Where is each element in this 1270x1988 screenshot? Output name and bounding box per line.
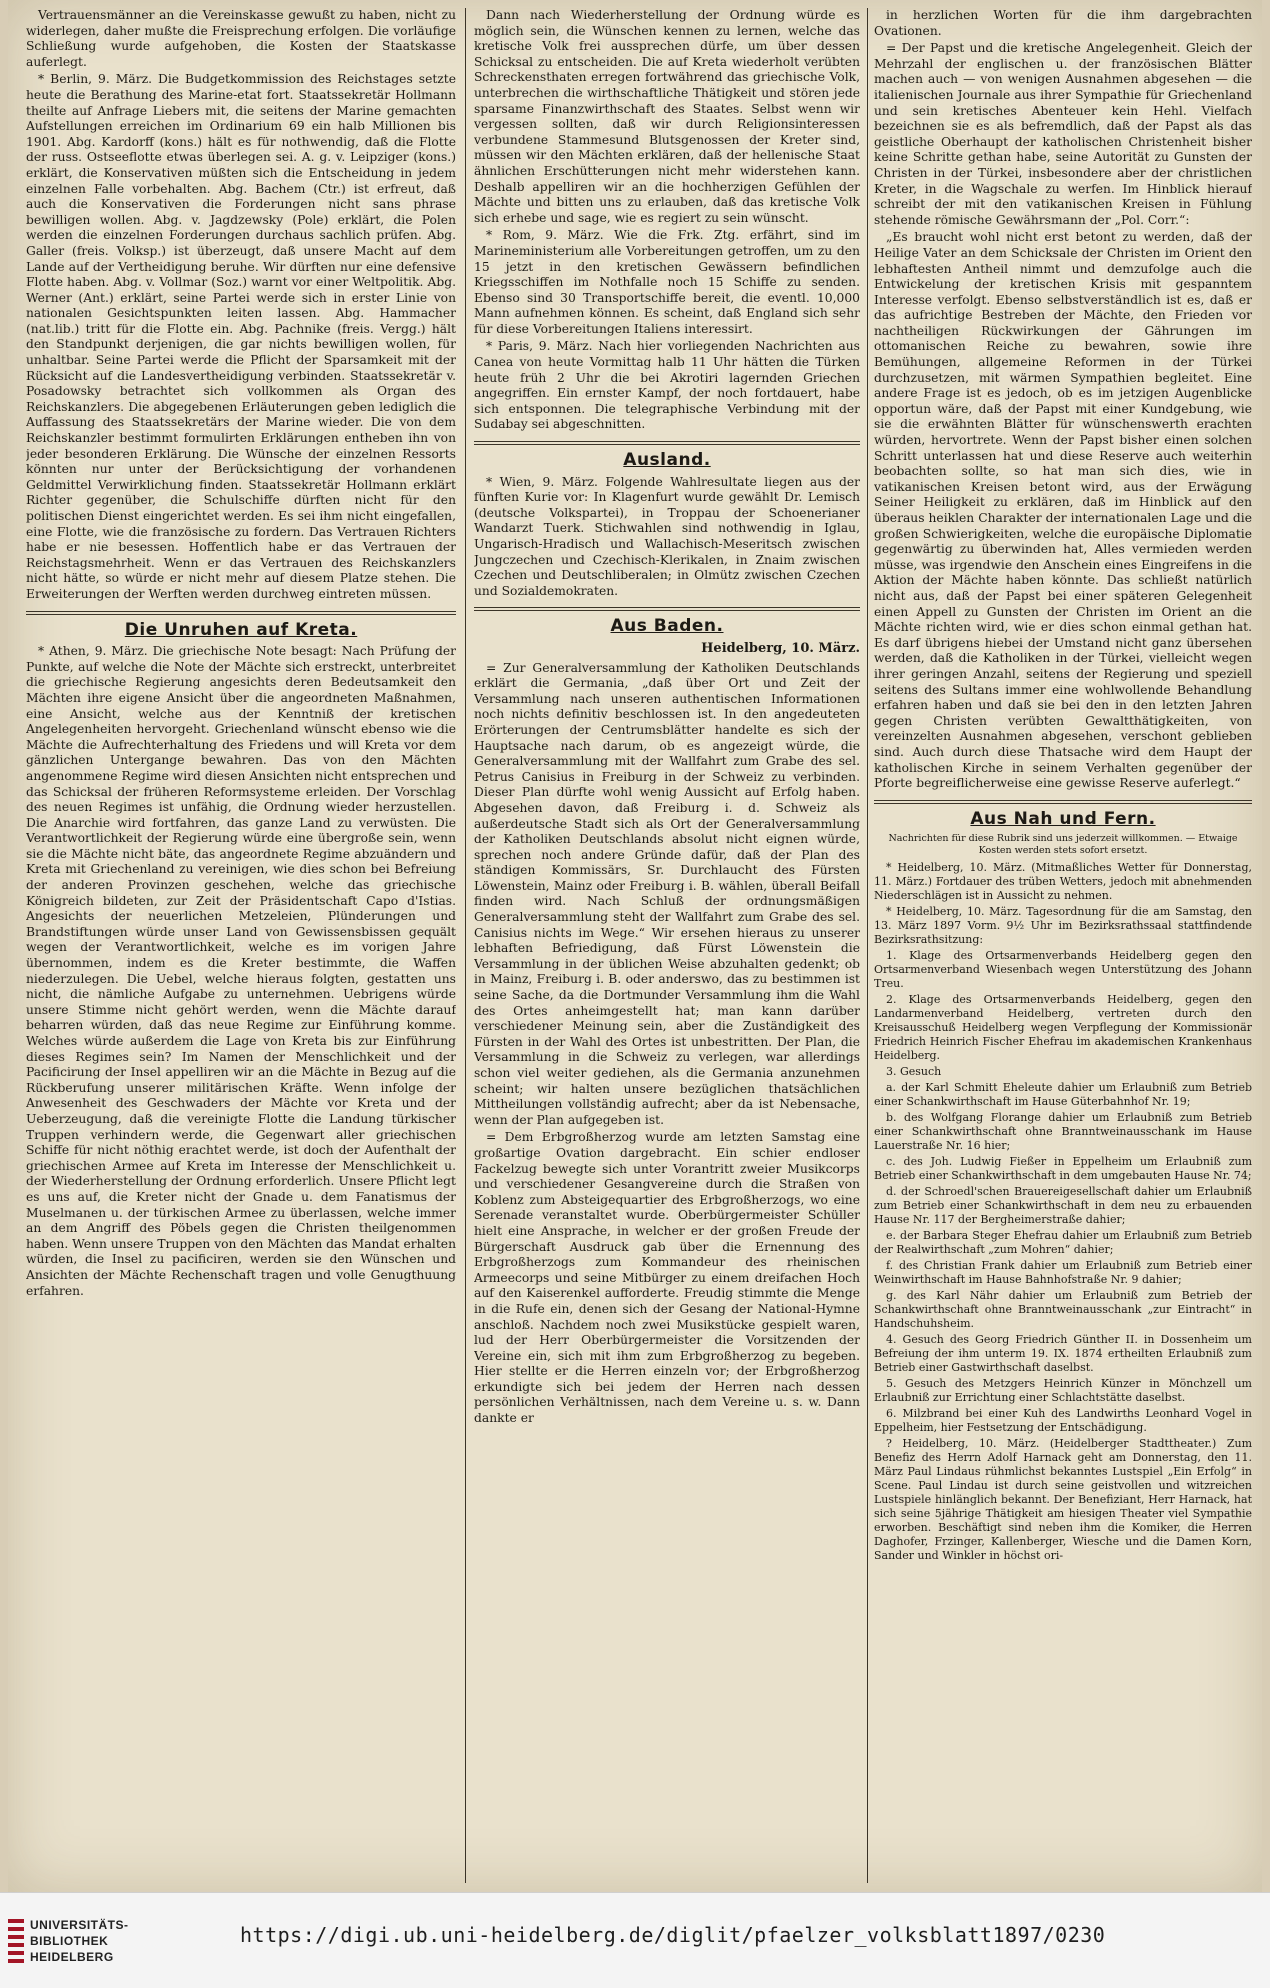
paragraph: = Zur Generalversammlung der Katholiken Deutschlands erklärt die Germania, „daß über Ort und Zeit der Versammlung nach unseren authentischen Informationen noch nichts definitiv beschlossen ist. In den angedeuteten Erörterungen der Centrumsblätter handelte es sich der Hauptsache nach darum, ob es angezeigt würde, die Generalversammlung mit der Wallfahrt zum Grabe des sel. Petrus Canisius in Freiburg in der Schweiz zu verbinden. Dieser Plan dürfte wohl wenig Aussicht auf Erfolg haben. Abgesehen davon, daß Freiburg i. d. Schweiz als außerdeutsche Stadt sich als Ort der Generalversammlung der Katholiken Deutschlands absolut nicht eignen würde, sprechen noch andere Gründe dafür, daß der Plan des ständigen Kommissärs, Sr. Durchlaucht des Fürsten Löwenstein, Mainz oder Freiburg i. B. wählen, überall Beifall finden wird. Nach Schluß der ordnungsmäßigen Generalversammlung steht der Wallfahrt zum Grabe des sel. Canisius nichts im Wege.“ Wir ersehen hieraus zu unserer lebhaften Befriedigung, daß Fürst Löwenstein die Versammlung in der üblichen Weise abzuhalten gedenkt; ob in Mainz, Freiburg i. B. oder anderswo, das zu bestimmen ist seine Sache, da die Dortmunder Versammlung ihm die Wahl des Ortes anheimgestellt hat; man kann darüber verschiedener Meinung sein, aber die Zuständigkeit des Fürsten in der Wahl des Ortes ist unbestritten. Der Plan, die Versammlung in die Schweiz zu verlegen, war allerdings schon viel weiter gediehen, als die Germania anzunehmen scheint; wir halten unsere bezüglichen thatsächlichen Mittheilungen vollständig aufrecht; aber da ist Nebensache, wenn der Plan aufgegeben ist.	[474, 660, 860, 1127]
logo-stripes-icon	[8, 1919, 24, 1963]
section-heading: Aus Baden.	[610, 616, 724, 637]
section-divider	[474, 441, 860, 445]
newspaper-page	[8, 0, 1262, 1892]
agenda-item: f. des Christian Frank dahier um Erlaubniß zum Betrieb einer Weinwirthschaft im Hause Bahnhofstraße Nr. 9 dahier;	[874, 1259, 1252, 1287]
logo-line: BIBLIOTHEK	[30, 1934, 109, 1948]
section-heading: Aus Nah und Fern.	[970, 808, 1156, 829]
logo-line: HEIDELBERG	[30, 1950, 114, 1964]
logo-line: UNIVERSITÄTS-	[30, 1918, 129, 1932]
column-3	[874, 8, 1252, 1883]
agenda-item: e. der Barbara Steger Ehefrau dahier um Erlaubniß zum Betrieb der Realwirthschaft „zum Mohren“ dahier;	[874, 1229, 1252, 1257]
paragraph: * Heidelberg, 10. März. (Mitmaßliches Wetter für Donnerstag, 11. März.) Fortdauer des trüben Wetters, jedoch mit abnehmenden Niederschlägen ist in Aussicht zu nehmen.	[874, 861, 1252, 903]
section-heading: Die Unruhen auf Kreta.	[124, 619, 358, 640]
agenda-item: 6. Milzbrand bei einer Kuh des Landwirths Leonhard Vogel in Eppelheim, hier Festsetzung der Entschädigung.	[874, 1407, 1252, 1435]
agenda-item: 5. Gesuch des Metzgers Heinrich Künzer in Mönchzell um Erlaubniß zur Errichtung einer Schlachtstätte daselbst.	[874, 1377, 1252, 1405]
column-rule	[867, 8, 868, 1883]
section-heading: Ausland.	[623, 450, 711, 471]
agenda-item: 2. Klage des Ortsarmenverbands Heidelberg, gegen den Landarmenverband Heidelberg, vertreten durch den Kreisausschuß Heidelberg wegen Verpflegung der Kommissionär Friedrich Heinrich Fischer Ehefrau im akademischen Krankenhaus Heidelberg.	[874, 993, 1252, 1063]
section-divider	[874, 800, 1252, 804]
local-news	[874, 861, 1252, 1563]
logo-text	[30, 1917, 129, 1965]
agenda-item: g. des Karl Nähr dahier um Erlaubniß zum Betrieb der Schankwirthschaft ohne Branntweinausschank „zur Eintracht“ in Handschuhsheim.	[874, 1289, 1252, 1331]
paragraph: * Berlin, 9. März. Die Budgetkommission des Reichstages setzte heute die Berathung des Marine-etat fort. Staatssekretär Hollmann theilte auf Anfrage Liebers mit, die seitens der Marine gemachten Aufstellungen erreichen im Ordinarium 69 ein halb Millionen bis 1901. Abg. Kardorff (kons.) hält es für nothwendig, daß die Flotte der russ. Ostseeflotte etwas überlegen sei. A. g. v. Leipziger (kons.) erklärt, die Konservativen müßten sich die Entscheidung in jedem einzelnen Falle vorbehalten. Abg. Bachem (Ctr.) ist erfreut, daß auch die Konservativen die Forderungen nicht sans phrase bewilligen wollen. Abg. v. Jagdzewsky (Pole) erklärt, die Polen werden die einzelnen Forderungen durchaus sachlich prüfen. Abg. Galler (freis. Volksp.) ist überzeugt, daß unsere Macht auf dem Lande auf der Vertheidigung beruhe. Wir dürften nur eine defensive Flotte haben. Abg. v. Vollmar (Soz.) warnt vor einer Weltpolitik. Abg. Werner (Ant.) erklärt, seine Partei werde sich in erster Linie von nationalen Gesichtspunkten leiten lassen. Abg. Hammacher (nat.lib.) tritt für die Flotte ein. Abg. Pachnike (freis. Vergg.) hält den Standpunkt derjenigen, die gar nichts bewilligen wollen, für unhaltbar. Seine Partei werde die Pflicht der Sparsamkeit mit der Rücksicht auf die Landesvertheidigung verbinden. Staatssekretär v. Posadowsky betrachtet sich vollkommen als Organ des Reichskanzlers. Die abgegebenen Erläuterungen geben lediglich die Auffassung des Staatssekretärs der Marine wieder. Die von dem Reichskanzler bestimmt formulirten Erklärungen entheben ihn von jeder besonderen Erklärung. Die Wünsche der einzelnen Ressorts könnten nur unter der Berücksichtigung der vorhandenen Geldmittel Verwirklichung finden. Staatssekretär Hollmann erklärt Richter gegenüber, die Schulschiffe dürften nicht für den politischen Dienst eingerichtet werden. Es sei ihm nicht eingefallen, eine Flotte, wie die französische zu fordern. Das Vertrauen Richters habe er nie besessen. Hoffentlich habe er das Vertrauen der Reichstagsmehrheit. Wenn er das Vertrauen des Reichskanzlers nicht hätte, so würde er nicht mehr auf diesem Platze stehen. Die Erweiterungen der Werften werden durchweg eintreten müssen.	[26, 72, 456, 601]
column-1	[26, 8, 456, 1883]
agenda-item: d. der Schroedl'schen Brauereigesellschaft dahier um Erlaubniß zum Betrieb einer Schankwirthschaft in dem neu zu erbauenden Hause Nr. 117 der Bergheimerstraße dahier;	[874, 1185, 1252, 1227]
paragraph: in herzlichen Worten für die ihm dargebrachten Ovationen.	[874, 8, 1252, 38]
paragraph: „Es braucht wohl nicht erst betont zu werden, daß der Heilige Vater an dem Schicksale der Christen im Orient den lebhaftesten Antheil nimmt und demzufolge auch die Entwickelung der kretischen Krisis mit gespanntem Interesse verfolgt. Ebenso selbstverständlich ist es, daß er das aufrichtige Bestreben der Mächte, den Frieden vor nachtheiligen Rückwirkungen der Gährungen im ottomanischen Reiche zu bewahren, sowie ihre Bemühungen, allgemeine Reformen in der Türkei durchzusetzen, mit wärmen Sympathien begleitet. Eine andere Frage ist es jedoch, ob es im jetzigen Augenblicke opportun wäre, daß der Papst mit einer Kundgebung, wie sie die erwähnten Blätter für wünschenswerth erachten würden, hervortrete. Wenn der Papst bisher einen solchen Schritt unterlassen hat und diese Reserve auch weiterhin beobachten sollte, so hat man sich dies, wie in vatikanischen Kreisen betont wird, aus der Erwägung Seiner Heiligkeit zu erklären, daß im Hinblick auf den überaus heiklen Charakter der internationalen Lage und die großen Schwierigkeiten, welche die europäische Diplomatie gegenwärtig zu überwinden hat, Alles vermieden werden müsse, was irgendwie den Anschein eines Eingreifens in die Aktion der Mächte haben könnte. Das schließt natürlich nicht aus, daß der Papst bei einer späteren Gelegenheit einen Appell zu Gunsten der Christen im Orient an die Mächte richten wird, wie er dies schon einmal gethan hat. Es darf übrigens hiebei der Umstand nicht ganz übersehen werden, daß die Katholiken in der Türkei, vielleicht wegen ihrer geringen Anzahl, seitens der Regierung und speziell seitens des Sultans immer eine wohlwollende Behandlung erfahren haben und daß sie bei den in den letzten Jahren gegen Christen verübten Gewaltthätigkeiten, von vereinzelten Ausnahmen abgesehen, verschont geblieben sind. Auch durch diese Thatsache wird dem Haupt der katholischen Kirche in seinem Verhalten gegenüber der Pforte begreiflicherweise eine gewisse Reserve auferlegt.“	[874, 230, 1252, 791]
paragraph: = Der Papst und die kretische Angelegenheit. Gleich der Mehrzahl der englischen u. der französischen Blätter machen auch — von wenigen Ausnahmen abgesehen — die italienischen Journale aus ihrer Sympathie für Griechenland und sein kretisches Abenteuer kein Hehl. Vielfach bezeichnen sie es als befremdlich, daß der Papst als das geistliche Oberhaupt der katholischen Christenheit bisher keine Schritte gethan habe, seine Autorität zu Gunsten der Christen in der Türkei, insbesondere aber der christlichen Kreter, in die Wagschale zu werfen. Im Hinblick hierauf schreibt der mit den vatikanischen Kreisen in Fühlung stehende römische Gewährsmann der „Pol. Corr.“:	[874, 41, 1252, 227]
paragraph: * Rom, 9. März. Wie die Frk. Ztg. erfährt, sind im Marineministerium alle Vorbereitungen getroffen, um zu den 15 jetzt in den kretischen Gewässern befindlichen Kriegsschiffen im Nothfalle noch 15 Schiffe zu senden. Ebenso sind 30 Transportschiffe bereit, die eventl. 10,000 Mann aufnehmen können. Es scheint, daß England sich sehr für diese Vorbereitungen Italiens interessirt.	[474, 228, 860, 336]
agenda-item: a. der Karl Schmitt Eheleute dahier um Erlaubniß zum Betrieb einer Schankwirthschaft im Hause Güterbahnhof Nr. 19;	[874, 1081, 1252, 1109]
agenda-item: 1. Klage des Ortsarmenverbands Heidelberg gegen den Ortsarmenverband Wiesenbach wegen Unterstützung des Johann Treu.	[874, 949, 1252, 991]
paragraph: Vertrauensmänner an die Vereinskasse gewußt zu haben, nicht zu widerlegen, daher mußte die Freisprechung erfolgen. Die vorläufige Schließung wurde aufgehoben, die Kosten der Staatskasse auferlegt.	[26, 8, 456, 69]
agenda-item: 4. Gesuch des Georg Friedrich Günther II. in Dossenheim um Befreiung der ihm unterm 19. IX. 1874 ertheilten Erlaubniß zum Betrieb einer Gastwirthschaft daselbst.	[874, 1333, 1252, 1375]
university-library-logo[interactable]	[8, 1915, 158, 1967]
section-divider	[26, 611, 456, 615]
section-divider	[474, 607, 860, 611]
paragraph: * Heidelberg, 10. März. Tagesordnung für die am Samstag, den 13. März 1897 Vorm. 9½ Uhr im Bezirksrathssaal stattfindende Bezirksrathsitzung:	[874, 905, 1252, 947]
permalink-url[interactable]: https://digi.ub.uni-heidelberg.de/diglit/pfaelzer_volksblatt1897/0230	[240, 1923, 1106, 1947]
paragraph: ? Heidelberg, 10. März. (Heidelberger Stadttheater.) Zum Benefiz des Herrn Adolf Harnack geht am Donnerstag, den 11. März Paul Lindaus rühmlichst bekanntes Lustspiel „Ein Erfolg“ in Scene. Paul Lindau ist durch seine geistvollen und witzreichen Lustspiele hinlänglich bekannt. Der Benefiziant, Herr Harnack, hat sich seine 5jährige Thätigkeit am hiesigen Theater viel Sympathie erworben. Beschäftigt sind neben ihm die Komiker, die Herren Daghofer, Frzinger, Kallenberger, Wiesche und die Damen Korn, Sander und Winkler in höchst ori-	[874, 1437, 1252, 1563]
dateline: Heidelberg, 10. März.	[701, 640, 860, 656]
paragraph: * Athen, 9. März. Die griechische Note besagt: Nach Prüfung der Punkte, auf welche die Note der Mächte sich erstreckt, unterbreitet die griechische Regierung angesichts deren Bedeutsamkeit den Mächten ihre eigene Ansicht über die angeordneten Maßnahmen, eine Ansicht, welche aus der Kenntniß der kretischen Angelegenheiten hervorgeht. Griechenland wünscht ebenso wie die Mächte die Aufrechterhaltung des Friedens und will Kreta vor dem gänzlichen Untergange bewahren. Das von den Mächten angenommene Regime wird diesen Ansichten nicht entsprechen und das Schicksal der früheren Reformsysteme erleiden. Der Vorschlag des neuen Regimes ist unfähig, die Ordnung wieder herzustellen. Die Anarchie wird fortfahren, das ganze Land zu verwüsten. Die Verantwortlichkeit der Regierung würde eine übergroße sein, wenn sie die Mächte nicht bäte, das angeordnete Regime abzuändern und Kreta mit Griechenland zu vereinigen, wie dies schon bei Befreiung der anderen Provinzen geschehen, welche das griechische Königreich bildeten, zur Zeit der Präsidentschaft Capo d'Istias. Angesichts der neuerlichen Metzeleien, Plünderungen und Brandstiftungen würde unser Land von Gewissensbissen gequält wegen der Verantwortlichkeit, welche es im vorigen Jahre übernommen, indem es die Kreter bestimmte, die Waffen niederzulegen. Die Uebel, welche hieraus folgten, gestatten uns nicht, die nämliche Aufgabe zu unternehmen. Uebrigens würde unsere Stimme nicht gehört werden, wenn die Mächte darauf beharren würden, daß das neue Regime zur Einführung komme. Welches würde außerdem die Lage von Kreta bis zur Einführung dieses Regimes sein? Im Namen der Menschlichkeit und der Pacificirung der Insel appelliren wir an die Mächte in Bezug auf die Rückberufung unserer militärischen Kräfte. Wenn infolge der Anwesenheit des Geschwaders der Mächte vor Kreta und der Ueberzeugung, daß die vereinigte Flotte die Landung türkischer Truppen verhindern werde, die Gegenwart aller griechischen Schiffe für nicht nöthig erachtet werde, ist doch der Aufenthalt der griechischen Armee auf Kreta im Interesse der Menschlichkeit u. der Wiederherstellung der Ordnung erforderlich. Unsere Pflicht legt es uns auf, die Kreter nicht der Gnade u. dem Fanatismus der Muselmanen u. der türkischen Armee zu überlassen, welche immer an dem Angriff des Pöbels gegen die Christen theilgenommen haben. Wenn unsere Truppen von den Mächten das Mandat erhalten würden, die Insel zu pacificiren, werden sie den Wünschen und Ansichten der Mächte Rechenschaft tragen und volle Genugthuung erfahren.	[26, 644, 456, 1298]
column-rule	[465, 8, 466, 1883]
rubric-note: Nachrichten für diese Rubrik sind uns jederzeit willkommen. — Etwaige Kosten werden stets sofort ersetzt.	[888, 833, 1238, 857]
paragraph: * Paris, 9. März. Nach hier vorliegenden Nachrichten aus Canea von heute Vormittag halb 11 Uhr hätten die Türken heute früh 2 Uhr die bei Akrotiri lagernden Griechen angegriffen. Ein ernster Kampf, der noch fortdauert, habe sich entsponnen. Die telegraphische Verbindung mit der Sudabay sei abgeschnitten.	[474, 339, 860, 432]
agenda-item: c. des Joh. Ludwig Fießer in Eppelheim um Erlaubniß zum Betrieb einer Schankwirthschaft in dem umgebauten Hause Nr. 74;	[874, 1155, 1252, 1183]
agenda-item: 3. Gesuch	[886, 1065, 942, 1079]
column-2	[474, 8, 860, 1883]
agenda-item: b. des Wolfgang Florange dahier um Erlaubniß zum Betrieb einer Schankwirthschaft ohne Branntweinausschank im Hause Lauerstraße Nr. 16 hier;	[874, 1111, 1252, 1153]
paragraph: = Dem Erbgroßherzog wurde am letzten Samstag eine großartige Ovation dargebracht. Ein schier endloser Fackelzug bewegte sich unter Vorantritt zweier Musikcorps und verschiedener Gesangvereine durch die Straßen von Koblenz zum Absteigequartier des Erbgroßherzogs, wo eine Serenade veranstaltet wurde. Oberbürgermeister Schüller hielt eine Ansprache, in welcher er der großen Freude der Bürgerschaft Ausdruck gab über die Ernennung des Erbgroßherzogs zum Kommandeur des rheinischen Armeecorps und seine Mitbürger zu einem dreifachen Hoch auf den Kaiserenkel aufforderte. Freudig stimmte die Menge in die Rufe ein, denen sich der Gesang der National-Hymne anschloß. Nachdem noch zwei Musikstücke gespielt waren, lud der Herr Oberbürgermeister die Vorsitzenden der Vereine ein, sich mit ihm zum Erbgroßherzog zu begeben. Hier stellte er die Herren einzeln vor; der Erbgroßherzog erkundigte sich bei jedem der Herren nach dessen persönlichen Verhältnissen, nach dem Vereine u. s. w. Dann dankte er	[474, 1130, 860, 1426]
paragraph: Dann nach Wiederherstellung der Ordnung würde es möglich sein, die Wünschen kennen zu lernen, welche das kretische Volk frei aussprechen dürfe, um über dessen Schicksal zu entscheiden. Die auf Kreta wiederholt verübten Schreckensthaten erregen fortwährend das griechische Volk, unterbrechen die wirthschaftliche Thätigkeit und stören jede sparsame Finanzwirthschaft des Staates. Selbst wenn wir vergessen sollten, daß wir durch Religionsinteressen verbundene Stammesund Blutsgenossen der Kreter sind, müssen wir den Mächten erklären, daß der hellenische Staat ähnlichen Erschütterungen nicht mehr widerstehen kann. Deshalb appelliren wir an die hochherzigen Gefühlen der Mächte und bitten uns zu erlauben, daß das kretische Volk sich erhebe und sage, wie es regiert zu sein wünscht.	[474, 8, 860, 225]
viewer-footer	[0, 1892, 1270, 1988]
paragraph: * Wien, 9. März. Folgende Wahlresultate liegen aus der fünften Kurie vor: In Klagenfurt wurde gewählt Dr. Lemisch (deutsche Volkspartei), in Troppau der Schoenerianer Wandarzt Tuerk. Stichwahlen sind nothwendig in Iglau, Ungarisch-Hradisch und Wallachisch-Meseritsch zwischen Jungczechen und Czechisch-Klerikalen, in Znaim zwischen Czechen und Deutschliberalen; in Olmütz zwischen Czechen und Sozialdemokraten.	[474, 474, 860, 598]
